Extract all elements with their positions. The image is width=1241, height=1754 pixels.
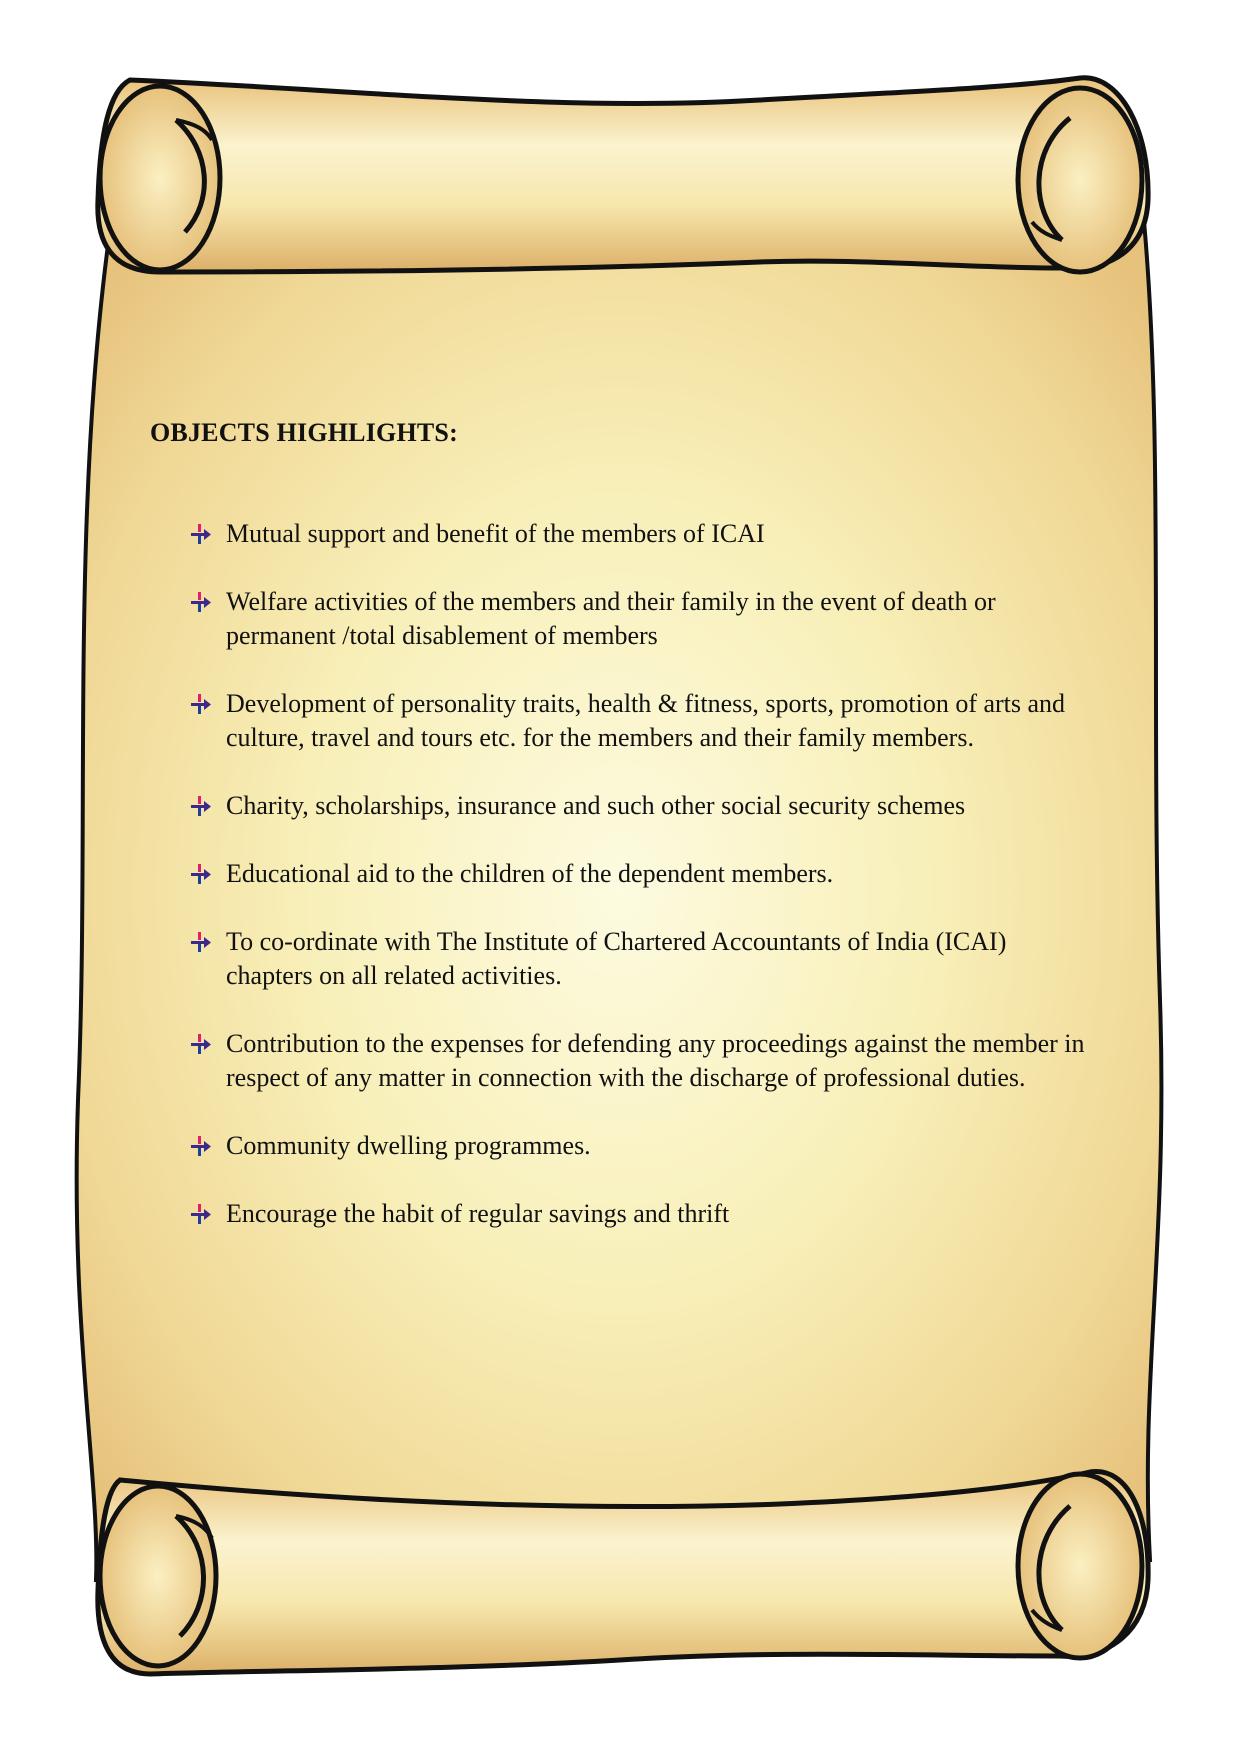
objects-list [188, 517, 1088, 1265]
list-item-text: Contribution to the expenses for defending any proceedings against the member in respect of any matter in connection with the discharge of professional duties. [226, 1029, 1085, 1092]
page-heading: OBJECTS HIGHLIGHTS: [150, 418, 458, 447]
list-item [188, 1197, 1088, 1231]
list-item-text: Development of personality traits, health & fitness, sports, promotion of arts and culture, travel and tours etc. for the members and their family members. [226, 689, 1066, 752]
list-item [188, 517, 1088, 551]
list-item [188, 925, 1088, 993]
list-item [188, 1129, 1088, 1163]
list-item-text: Encourage the habit of regular savings and thrift [226, 1199, 730, 1228]
list-item [188, 789, 1088, 823]
arrow-down-right-icon [188, 795, 212, 819]
arrow-down-right-icon [188, 1033, 212, 1057]
list-item-text: Community dwelling programmes. [226, 1131, 591, 1160]
list-item-text: Charity, scholarships, insurance and such other social security schemes [226, 791, 966, 820]
arrow-down-right-icon [188, 863, 212, 887]
list-item-text: Mutual support and benefit of the members of ICAI [226, 519, 765, 548]
arrow-down-right-icon [188, 1135, 212, 1159]
arrow-down-right-icon [188, 591, 212, 615]
list-item-text: Welfare activities of the members and their family in the event of death or permanent /total disablement of members [226, 587, 996, 650]
list-item-text: To co-ordinate with The Institute of Chartered Accountants of India (ICAI) chapters on all related activities. [226, 927, 1007, 990]
arrow-down-right-icon [188, 931, 212, 955]
arrow-down-right-icon [188, 693, 212, 717]
list-item [188, 857, 1088, 891]
list-item [188, 687, 1088, 755]
list-item [188, 1027, 1088, 1095]
arrow-down-right-icon [188, 523, 212, 547]
arrow-down-right-icon [188, 1203, 212, 1227]
list-item-text: Educational aid to the children of the dependent members. [226, 859, 834, 888]
list-item [188, 585, 1088, 653]
